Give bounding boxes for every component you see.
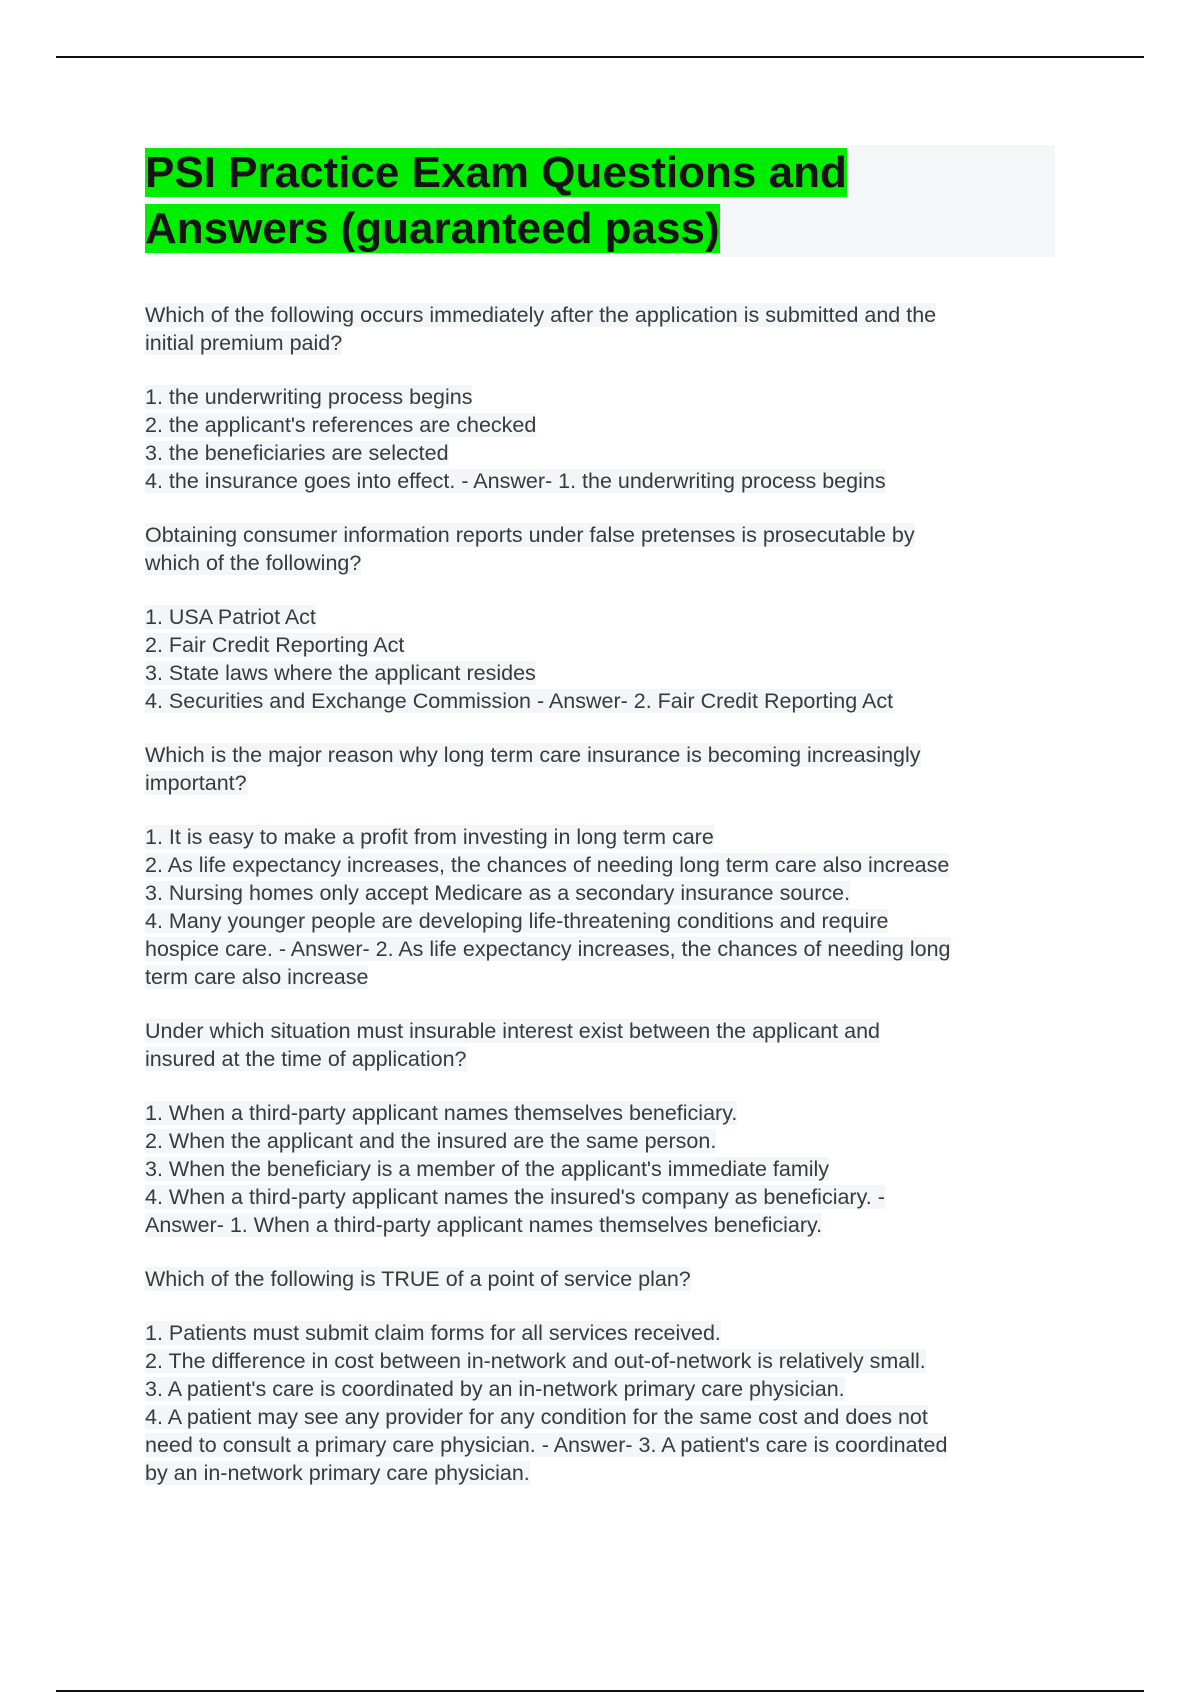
option-line: 4. the insurance goes into effect. - Answer- 1. the underwriting process begins: [145, 469, 886, 493]
options-5: [145, 1319, 1055, 1487]
option-line: 4. When a third-party applicant names the insured's company as beneficiary. -: [145, 1185, 885, 1209]
question-line: Which is the major reason why long term care insurance is becoming increasingly: [145, 743, 921, 767]
options-3: [145, 823, 1055, 991]
qa-item-2: [145, 521, 1055, 715]
question-line: which of the following?: [145, 551, 362, 575]
option-line: 1. It is easy to make a profit from investing in long term care: [145, 825, 714, 849]
option-line: by an in-network primary care physician.: [145, 1461, 530, 1485]
question-line: Which of the following occurs immediately after the application is submitted and the: [145, 303, 937, 327]
question-line: important?: [145, 771, 247, 795]
option-line: 4. Securities and Exchange Commission - Answer- 2. Fair Credit Reporting Act: [145, 689, 894, 713]
option-line: 2. The difference in cost between in-network and out-of-network is relatively small.: [145, 1349, 926, 1373]
option-line: Answer- 1. When a third-party applicant names themselves beneficiary.: [145, 1213, 823, 1237]
option-line: term care also increase: [145, 965, 369, 989]
bottom-rule: [56, 1690, 1144, 1692]
question-2: [145, 521, 1055, 577]
title-line-2: Answers (guaranteed pass): [145, 204, 720, 253]
qa-item-4: [145, 1017, 1055, 1239]
document-body: [145, 145, 1055, 1513]
qa-item-5: [145, 1265, 1055, 1487]
question-line: insured at the time of application?: [145, 1047, 467, 1071]
option-line: 1. When a third-party applicant names themselves beneficiary.: [145, 1101, 738, 1125]
option-line: 4. A patient may see any provider for any condition for the same cost and does not: [145, 1405, 928, 1429]
top-rule: [56, 56, 1144, 58]
question-5: [145, 1265, 1055, 1293]
option-line: 1. Patients must submit claim forms for all services received.: [145, 1321, 721, 1345]
question-1: [145, 301, 1055, 357]
options-4: [145, 1099, 1055, 1239]
option-line: 1. the underwriting process begins: [145, 385, 473, 409]
question-line: Which of the following is TRUE of a point of service plan?: [145, 1267, 691, 1291]
option-line: 1. USA Patriot Act: [145, 605, 316, 629]
option-line: need to consult a primary care physician. - Answer- 3. A patient's care is coordinated: [145, 1433, 948, 1457]
option-line: 3. the beneficiaries are selected: [145, 441, 449, 465]
option-line: 3. State laws where the applicant resides: [145, 661, 536, 685]
options-2: [145, 603, 1055, 715]
option-line: 3. A patient's care is coordinated by an in-network primary care physician.: [145, 1377, 845, 1401]
question-line: Under which situation must insurable interest exist between the applicant and: [145, 1019, 880, 1043]
option-line: 2. the applicant's references are checked: [145, 413, 537, 437]
option-line: 2. As life expectancy increases, the chances of needing long term care also increase: [145, 853, 950, 877]
option-line: hospice care. - Answer- 2. As life expectancy increases, the chances of needing long: [145, 937, 951, 961]
document-title: [145, 145, 1055, 257]
option-line: 3. When the beneficiary is a member of the applicant's immediate family: [145, 1157, 830, 1181]
option-line: 3. Nursing homes only accept Medicare as a secondary insurance source.: [145, 881, 851, 905]
qa-item-3: [145, 741, 1055, 991]
title-block: [145, 145, 1055, 257]
question-line: Obtaining consumer information reports under false pretenses is prosecutable by: [145, 523, 915, 547]
qa-item-1: [145, 301, 1055, 495]
question-line: initial premium paid?: [145, 331, 343, 355]
option-line: 2. Fair Credit Reporting Act: [145, 633, 405, 657]
question-3: [145, 741, 1055, 797]
options-1: [145, 383, 1055, 495]
title-line-1: PSI Practice Exam Questions and: [145, 148, 847, 197]
question-4: [145, 1017, 1055, 1073]
option-line: 2. When the applicant and the insured are the same person.: [145, 1129, 717, 1153]
option-line: 4. Many younger people are developing life-threatening conditions and require: [145, 909, 889, 933]
